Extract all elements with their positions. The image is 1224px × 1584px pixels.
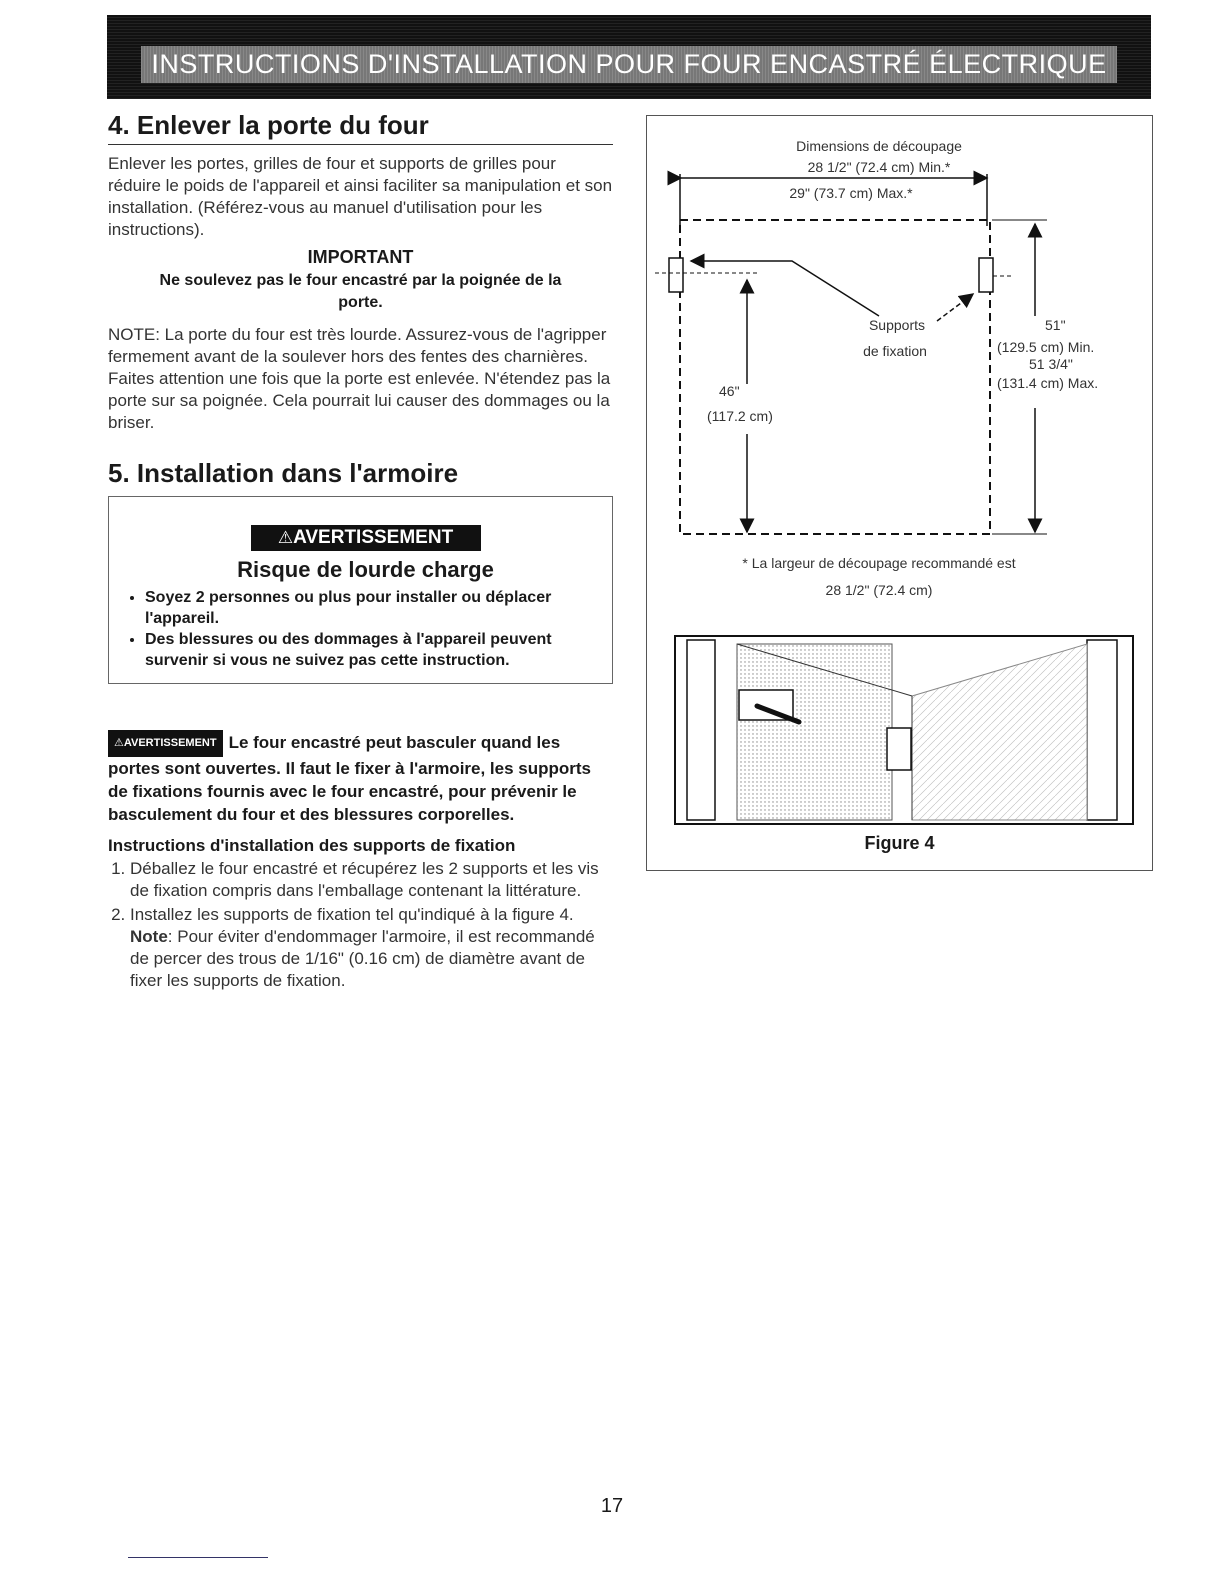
supports-label-1: Supports [868,317,926,333]
warning-label: ⚠AVERTISSEMENT [251,525,481,551]
footer-rule [128,1557,268,1558]
warning-item: • Soyez 2 personnes ou plus pour installer ou déplacer l'appareil. [145,587,602,629]
height-51-cm-label: (129.5 cm) Min. [997,339,1095,355]
cutout-outline [680,220,990,534]
header-banner [107,15,1151,99]
cutout-diagram [647,116,1152,870]
width-max-label: 29" (73.7 cm) Max.* [789,185,913,201]
footnote-line-1: * La largeur de découpage recommandé est [742,555,1016,571]
figure-caption: Figure 4 [864,833,935,853]
height-51-label: 51" [1045,317,1066,333]
left-column [108,110,613,994]
height-5134-cm-label: (131.4 cm) Max. [997,375,1099,391]
supports-pointer-left [691,261,879,316]
section-4-intro: Enlever les portes, grilles de four et supports de grilles pour réduire le poids de l'appareil et ainsi faciliter sa manipulation et son installation. (Référez-vous au manuel d'utilisation pour les instructions). [108,154,613,239]
height-46-cm-label: (117.2 cm) [707,408,773,424]
tipover-label: ⚠AVERTISSEMENT [108,730,223,757]
instructions-title: Instructions d'installation des supports de fixation [108,836,516,855]
dimension-title: Dimensions de découpage [796,138,962,154]
cabinet-right-side [1087,640,1117,820]
warning-triangle-icon: ⚠ [277,528,294,547]
section-4-heading: 4. Enlever la porte du four [108,110,613,145]
cabinet-left-side [687,640,715,820]
instruction-steps [108,858,613,992]
warning-title: Risque de lourde charge [237,557,494,582]
page-number: 17 [600,1495,624,1517]
supports-label-2: de fixation [863,343,927,359]
footnote-line-2: 28 1/2" (72.4 cm) [825,582,933,598]
tipover-warning: ⚠AVERTISSEMENT Le four encastré peut basculer quand les portes sont ouvertes. Il faut le fixer à l'armoire, les supports de fixations fournis avec le four encastré, pour prévenir le basculement du four et des blessures corporelles. [108,730,613,826]
width-min-label: 28 1/2" (72.4 cm) Min.* [807,159,951,175]
important-text: Ne soulevez pas le four encastré par la poignée de la porte. [159,272,562,311]
height-5134-label: 51 3/4" [1029,356,1073,372]
oven-bracket-icon [887,728,911,770]
cabinet-wall [737,644,892,820]
supports-pointer-right [937,294,973,321]
important-title: IMPORTANT [307,247,414,267]
left-bracket-icon [669,258,683,292]
warning-box [108,496,613,684]
height-46-label: 46" [719,383,740,399]
door-note: NOTE: La porte du four est très lourde. Assurez-vous de l'agripper fermement avant de la soulever hors des fentes des charnières. Faites attention une fois que la porte est enlevée. N'étendez pas la porte sur sa poignée. Cela pourrait lui causer des dommages ou la briser. [108,325,611,432]
figure-4-box [646,115,1153,871]
warning-triangle-icon: ⚠ [114,737,124,749]
warning-item: • Des blessures ou des dommages à l'appareil peuvent survenir si vous ne suivez pas cette instruction. [145,629,602,671]
section-5-heading: 5. Installation dans l'armoire [108,458,459,488]
warning-list [129,587,602,671]
step-1: 1. Déballez le four encastré et récupérez les 2 supports et les vis de fixation compris dans l'emballage contenant la littérature. [130,858,613,902]
page-title: INSTRUCTIONS D'INSTALLATION POUR FOUR ENCASTRÉ ÉLECTRIQUE [141,46,1116,83]
step-2: 2. Installez les supports de fixation tel qu'indiqué à la figure 4. Note: Pour éviter d'endommager l'armoire, il est recommandé de percer des trous de 1/16" (0.16 cm) de diamètre avant de fixer les supports de fixation. [130,904,613,992]
right-bracket-icon [979,258,993,292]
